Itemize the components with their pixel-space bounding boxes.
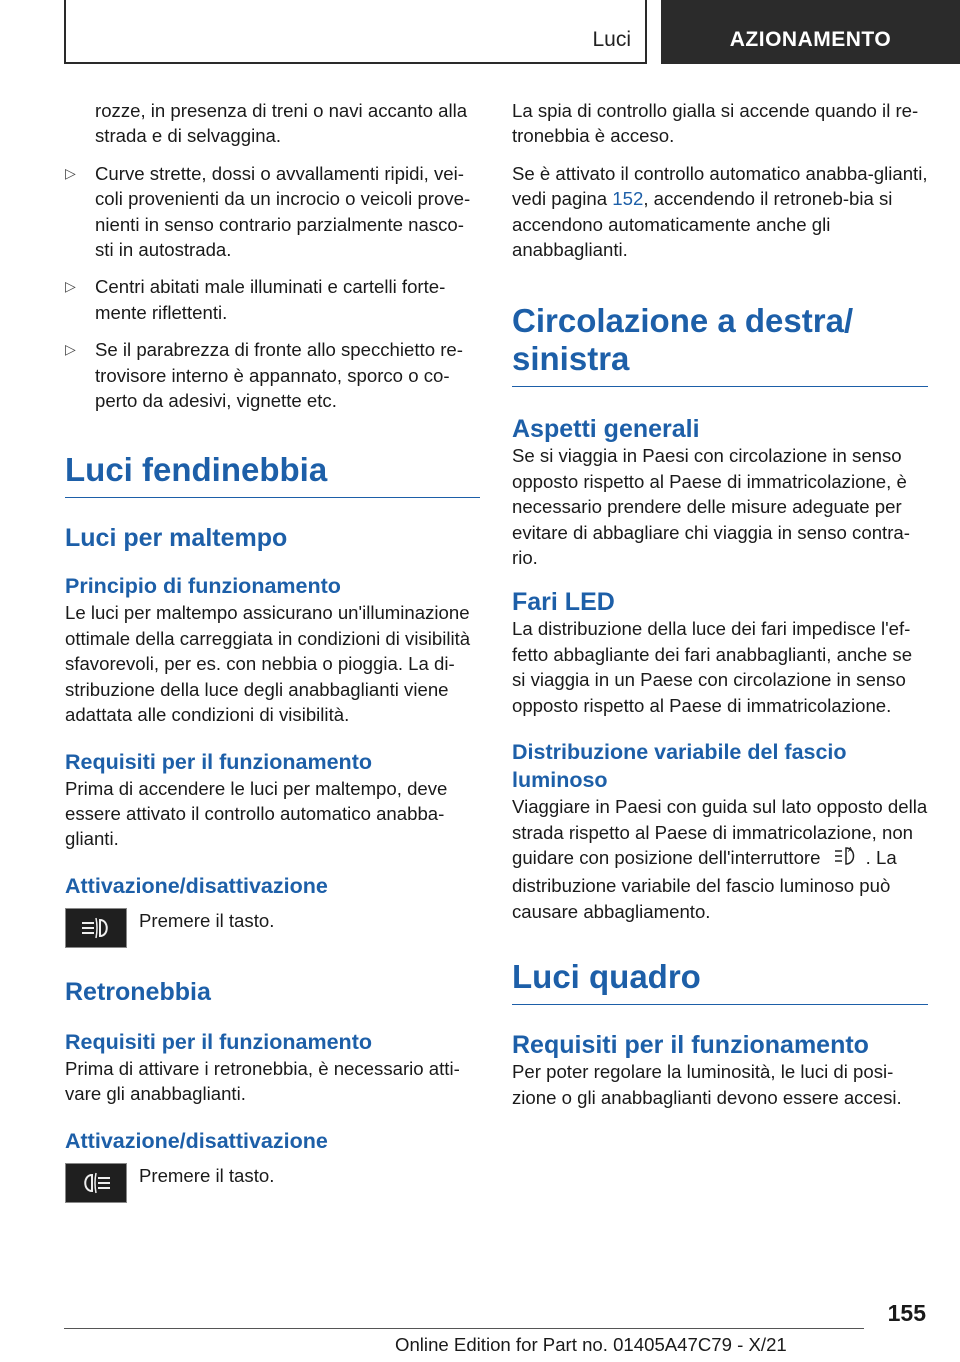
- triangle-bullet-icon: ▷: [65, 341, 76, 358]
- paragraph-variable-beam: [512, 794, 928, 924]
- press-button-text: Premere il tasto.: [139, 1164, 275, 1186]
- paragraph-general: Se si viaggia in Paesi con circolazione in senso opposto rispetto al Paese di immatricolazione, è necessario prendere delle misure adeguate per evitare di abbagliare chi viaggia in senso contra-rio.: [512, 445, 910, 569]
- heading-fog-lights: Luci fendinebbia: [65, 451, 480, 498]
- triangle-bullet-icon: ▷: [65, 278, 76, 295]
- triangle-bullet-icon: ▷: [65, 164, 76, 181]
- heading-variable-beam: Distribuzione variabile del fascio luminoso: [512, 740, 847, 793]
- paragraph-dashboard-requirements: Per poter regolare la luminosità, le luci di posi-zione o gli anabbaglianti devono essere accesi.: [512, 1061, 902, 1108]
- heading-activation-rear: Attivazione/disattivazione: [65, 1128, 328, 1153]
- list-item-text: Centri abitati male illuminati e cartelli forte-mente riflettenti.: [95, 276, 446, 323]
- list-item: [65, 161, 480, 263]
- list-item: [65, 337, 480, 413]
- chapter-tab: [661, 0, 960, 64]
- footer-divider: [64, 1328, 864, 1329]
- paragraph-auto-low-beam: [512, 161, 928, 263]
- heading-dashboard-lights: Luci quadro: [512, 958, 928, 1005]
- text-segment: Se è attivato il controllo automatico anabba-glianti, vedi pagina: [512, 162, 928, 210]
- fog-light-button-row: [65, 908, 480, 948]
- heading-dashboard-requirements: Requisiti per il funzionamento: [512, 1031, 869, 1060]
- front-fog-light-button-icon: [65, 908, 127, 948]
- paragraph-requirements-rear: Prima di attivare i retronebbia, è necessario atti-vare gli anabbaglianti.: [65, 1057, 460, 1105]
- rear-fog-button-row: [65, 1163, 480, 1203]
- paragraph-principle: Le luci per maltempo assicurano un'illuminazione ottimale della carreggiata in condizioni di visibilità sfavorevoli, per es. con nebbia o pioggia. La di-stribuzione della luce degli anabbaglianti viene adattata alle condizioni di visibilità.: [65, 602, 471, 726]
- heading-requirements: Requisiti per il funzionamento: [65, 749, 372, 774]
- page-link[interactable]: 152: [612, 188, 644, 210]
- header-bar: [64, 0, 647, 64]
- heading-led: Fari LED: [512, 588, 615, 617]
- paragraph-led: La distribuzione della luce dei fari impedisce l'ef-fetto abbagliante dei fari anabbaglianti, anche se si viaggia in un Paese con circolazione in senso opposto rispetto al Paese di immatricolazione.: [512, 618, 913, 716]
- heading-bad-weather-lights: Luci per maltempo: [65, 524, 288, 553]
- text-segment: , accendendo il retroneb-bia si accendono automaticamente anche gli anabbaglianti.: [512, 188, 893, 261]
- section-title: Luci: [592, 28, 631, 51]
- edition-text: Online Edition for Part no. 01405A47C79 - X/21: [395, 1334, 787, 1355]
- heading-principle: Principio di funzionamento: [65, 574, 341, 599]
- heading-rear-fog: Retronebbia: [65, 977, 211, 1006]
- text-segment: . La distribuzione variabile del fascio luminoso può causare abbagliamento.: [512, 847, 897, 922]
- paragraph-requirements: Prima di accendere le luci per maltempo, deve essere attivato il controllo automatico anabba-glianti.: [65, 777, 448, 850]
- paragraph-indicator: La spia di controllo gialla si accende quando il re-tronebbia è acceso.: [512, 100, 919, 147]
- text-segment: Viaggiare in Paesi con guida sul lato opposto della strada rispetto al Paese di immatricolazione, non guidare con posizione dell'interruttore: [512, 796, 928, 869]
- heading-general: Aspetti generali: [512, 415, 700, 444]
- heading-requirements-rear: Requisiti per il funzionamento: [65, 1029, 372, 1054]
- heading-traffic-side: Circolazione a destra/ sinistra: [512, 302, 928, 387]
- press-button-text: Premere il tasto.: [139, 909, 275, 931]
- svg-text:A: A: [847, 846, 853, 854]
- list-item: [65, 274, 480, 325]
- rear-fog-light-button-icon: [65, 1163, 127, 1203]
- auto-light-switch-icon: [832, 845, 860, 873]
- right-column: [512, 98, 928, 1110]
- intro-continuation: rozze, in presenza di treni o navi accanto alla strada e di selvaggina.: [95, 100, 468, 147]
- left-column: [65, 98, 480, 1203]
- list-item-text: Curve strette, dossi o avvallamenti ripidi, vei-coli provenienti da un incrocio o veicoli prove-nienti in senso contrario parzialmente nasco-sti in autostrada.: [95, 162, 471, 261]
- chapter-title: AZIONAMENTO: [729, 28, 892, 51]
- page-number: 155: [887, 1300, 926, 1326]
- list-item-text: Se il parabrezza di fronte allo specchietto re-trovisore interno è appannato, sporco o co-perto da adesivi, vignette etc.: [95, 339, 463, 412]
- heading-activation: Attivazione/disattivazione: [65, 873, 328, 898]
